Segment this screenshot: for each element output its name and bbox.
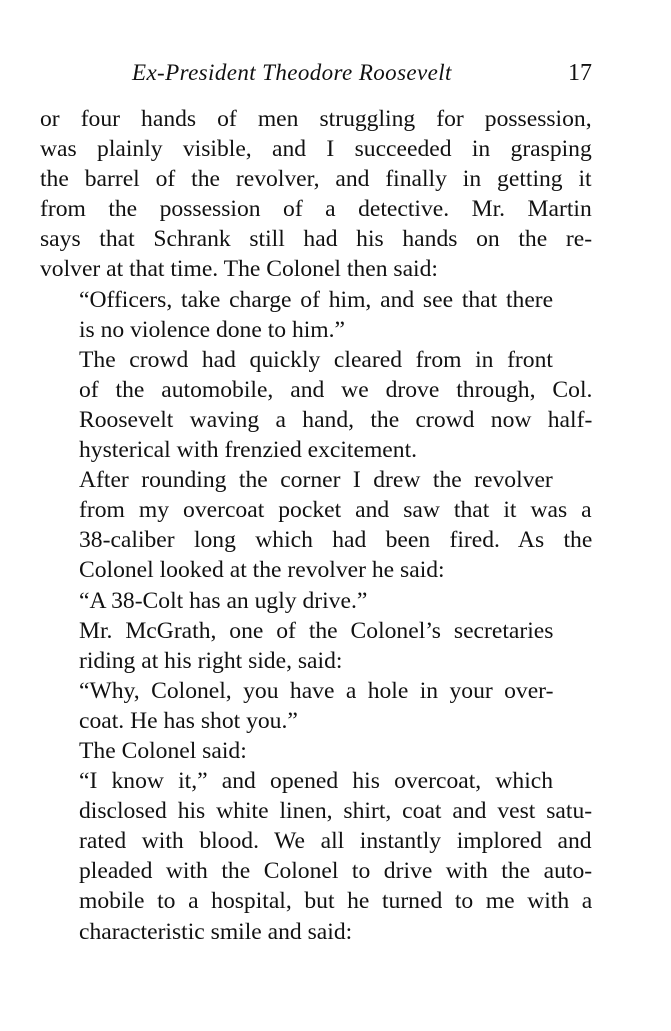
text-line: riding at his right side, said: (79, 647, 343, 674)
text-line: pleaded with the Colonel to drive with the auto- (79, 858, 593, 885)
text-line: was plainly visible, and I succeeded in grasping (40, 136, 592, 163)
text-line: the barrel of the revolver, and finally in getting it (40, 166, 592, 193)
page-number: 17 (568, 60, 592, 86)
text-line: The Colonel said: (79, 737, 247, 764)
body-text (40, 104, 592, 947)
text-line: The crowd had quickly cleared from in front (79, 346, 553, 373)
paragraph (40, 465, 592, 585)
paragraph (40, 285, 592, 345)
running-title: Ex-President Theodore Roosevelt (132, 60, 452, 85)
paragraph (40, 766, 592, 947)
text-line: rated with blood. We all instantly implored and (79, 828, 592, 855)
text-line: “Why, Colonel, you have a hole in your over- (79, 677, 554, 704)
text-line: hysterical with frenzied excitement. (79, 437, 418, 464)
paragraph (40, 586, 592, 616)
text-line: Roosevelt waving a hand, the crowd now half- (79, 406, 593, 433)
text-line: from the possession of a detective. Mr. Martin (40, 196, 592, 223)
text-line: After rounding the corner I drew the revolver (79, 467, 553, 494)
paragraph (40, 676, 592, 736)
text-line: “I know it,” and opened his overcoat, which (79, 768, 554, 795)
text-line: “Officers, take charge of him, and see that there (79, 286, 554, 313)
text-line: Colonel looked at the revolver he said: (79, 557, 445, 584)
text-line: of the automobile, and we drove through, Col. (79, 376, 593, 403)
book-page (40, 56, 592, 947)
paragraph (40, 104, 592, 285)
text-line: Mr. McGrath, one of the Colonel’s secretaries (79, 617, 554, 644)
text-line: or four hands of men struggling for possession, (40, 106, 592, 132)
text-line: says that Schrank still had his hands on the re- (40, 226, 593, 253)
text-line: mobile to a hospital, but he turned to me with a (79, 888, 593, 915)
running-head (40, 56, 592, 90)
text-line: disclosed his white linen, shirt, coat and vest satu- (79, 798, 593, 825)
text-line: from my overcoat pocket and saw that it was a (79, 497, 592, 524)
text-line: is no violence done to him.” (79, 316, 346, 343)
text-line: coat. He has shot you.” (79, 707, 298, 734)
text-line: volver at that time. The Colonel then said: (40, 256, 438, 283)
paragraph (40, 616, 592, 676)
paragraph (40, 345, 592, 465)
text-line: “A 38-Colt has an ugly drive.” (79, 587, 368, 614)
text-line: characteristic smile and said: (79, 918, 353, 945)
text-line: 38-caliber long which had been fired. As the (79, 527, 593, 554)
paragraph (40, 736, 592, 766)
